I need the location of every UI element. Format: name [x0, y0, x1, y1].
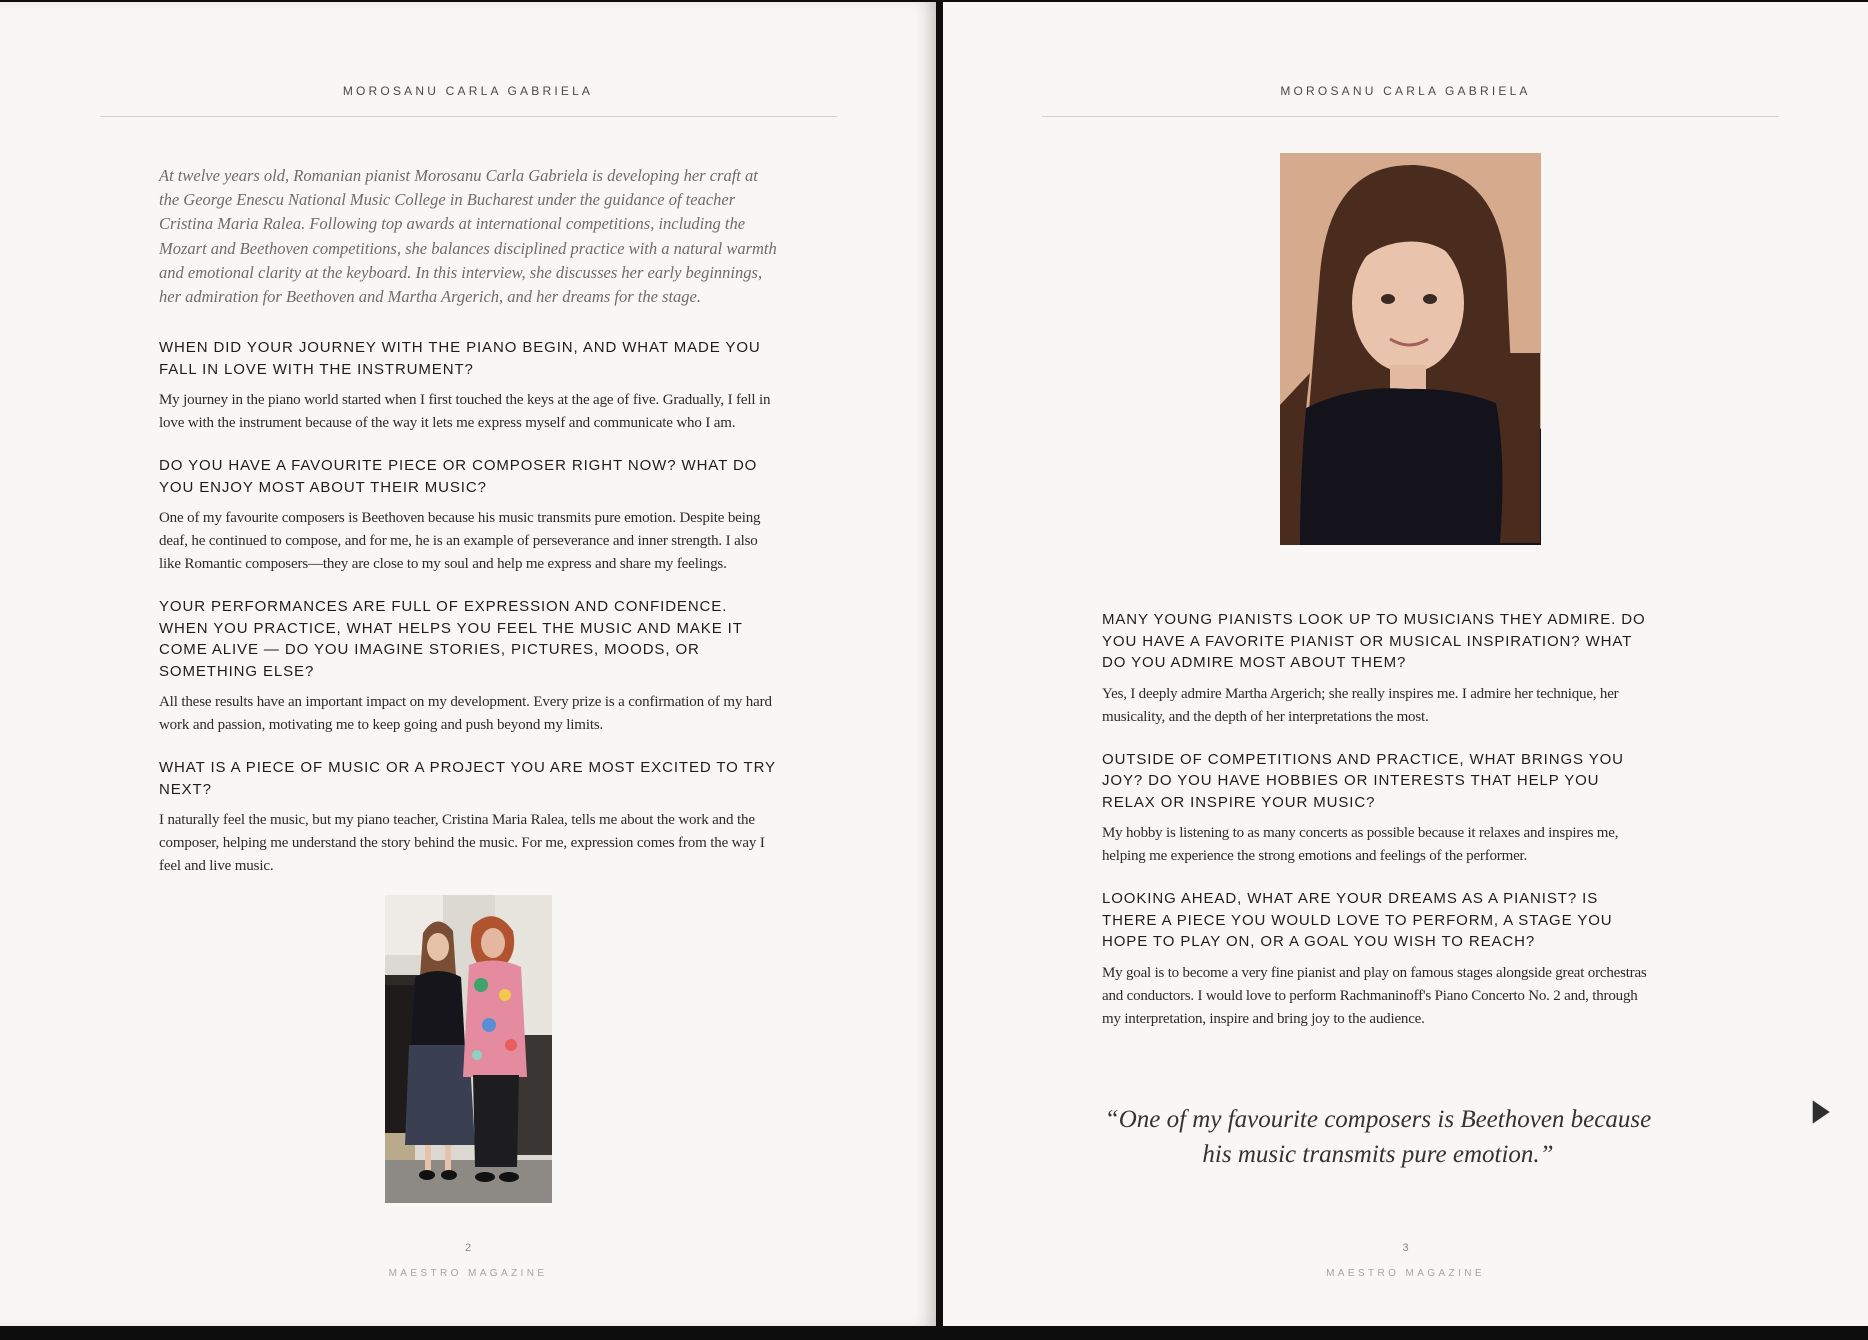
- magazine-footer: MAESTRO MAGAZINE: [1326, 1268, 1485, 1279]
- photo-pianist-with-teacher: [385, 895, 552, 1203]
- qa-question: WHEN DID YOUR JOURNEY WITH THE PIANO BEGIN, AND WHAT MADE YOU FALL IN LOVE WITH THE INSTRUMENT?: [159, 339, 761, 378]
- running-head: MOROSANU CARLA GABRIELA: [342, 84, 594, 98]
- qa-question: WHAT IS A PIECE OF MUSIC OR A PROJECT YOU ARE MOST EXCITED TO TRY NEXT?: [159, 759, 776, 798]
- qa-answer: My journey in the piano world started when I first touched the keys at the age of five. Gradually, I fell in love with the instrument because of the way it lets me express myself and communicate who I am.: [159, 392, 771, 432]
- qa-question: DO YOU HAVE A FAVOURITE PIECE OR COMPOSER RIGHT NOW? WHAT DO YOU ENJOY MOST ABOUT THEIR MUSIC?: [159, 457, 758, 496]
- qa-block: [1102, 888, 1647, 1031]
- play-triangle-icon: [1809, 1097, 1833, 1127]
- article-intro: At twelve years old, Romanian pianist Morosanu Carla Gabriela is developing her craft at the George Enescu National Music College in Bucharest under the guidance of teacher Cristina Maria Ralea. Following top awards at international competitions, including the Mozart and Beethoven competitions, she balances disciplined practice with a natural warmth and emotional clarity at the keyboard. In this interview, she discusses her early beginnings, her admiration for Beethoven and Martha Argerich, and her dreams for the stage.: [159, 166, 777, 307]
- qa-answer: My hobby is listening to as many concerts as possible because it relaxes and inspires me, helping me experience the strong emotions and feelings of the performer.: [1102, 825, 1619, 864]
- qa-question: YOUR PERFORMANCES ARE FULL OF EXPRESSION AND CONFIDENCE. WHEN YOU PRACTICE, WHAT HELPS YOU FEEL THE MUSIC AND MAKE IT COME ALIVE — DO YOU IMAGINE STORIES, PICTURES, MOODS, OR SOMETHING ELSE?: [159, 598, 743, 680]
- page-number: 2: [464, 1242, 472, 1254]
- header-rule: [100, 116, 837, 117]
- header-rule: [1042, 116, 1779, 117]
- qa-block: [1102, 609, 1647, 729]
- qa-answer: One of my favourite composers is Beethoven because his music transmits pure emotion. Despite being deaf, he continued to compose, and for me, he is an example of perseverance and inner strength. I also like Romantic composers—they are close to my soul and help me express and share my feelings.: [159, 510, 761, 573]
- pull-quote: “One of my favourite composers is Beethoven because his music transmits pure emotion.”: [1104, 1106, 1652, 1168]
- qa-block: [159, 337, 781, 435]
- page-2: [0, 2, 936, 1326]
- qa-block: [1102, 749, 1647, 869]
- article-body: [159, 164, 781, 898]
- qa-answer: Yes, I deeply admire Martha Argerich; she really inspires me. I admire her technique, her musicality, and the depth of her interpretations the most.: [1102, 685, 1619, 725]
- qa-question: OUTSIDE OF COMPETITIONS AND PRACTICE, WHAT BRINGS YOU JOY? DO YOU HAVE HOBBIES OR INTERESTS THAT HELP YOU RELAX OR INSPIRE YOUR MUSIC?: [1102, 750, 1624, 811]
- qa-block: [159, 596, 781, 737]
- page-3: [943, 2, 1868, 1326]
- next-page-button[interactable]: [1805, 1094, 1837, 1130]
- photo-portrait: [1280, 153, 1541, 545]
- qa-answer: All these results have an important impact on my development. Every prize is a confirmation of my hard work and passion, motivating me to keep going and push beyond my limits.: [159, 694, 772, 734]
- article-body: [1102, 609, 1647, 1051]
- page-number: 3: [1402, 1242, 1409, 1254]
- running-head: MOROSANU CARLA GABRIELA: [1280, 84, 1531, 98]
- magazine-footer: MAESTRO MAGAZINE: [388, 1268, 548, 1279]
- qa-question: LOOKING AHEAD, WHAT ARE YOUR DREAMS AS A PIANIST? IS THERE A PIECE YOU WOULD LOVE TO PERFORM, A STAGE YOU HOPE TO PLAY ON, OR A GOAL YOU WISH TO REACH?: [1102, 890, 1613, 950]
- spread-gutter: [936, 0, 943, 1340]
- qa-block: [159, 455, 781, 576]
- qa-answer: I naturally feel the music, but my piano teacher, Cristina Maria Ralea, tells me about the work and the composer, helping me understand the story behind the music. For me, expression comes from the way I feel and live music.: [159, 812, 765, 875]
- qa-block: [159, 757, 781, 878]
- qa-question: MANY YOUNG PIANISTS LOOK UP TO MUSICIANS THEY ADMIRE. DO YOU HAVE A FAVORITE PIANIST OR MUSICAL INSPIRATION? WHAT DO YOU ADMIRE MOST ABOUT THEM?: [1102, 611, 1646, 671]
- qa-answer: My goal is to become a very fine pianist and play on famous stages alongside great orchestras and conductors. I would love to perform Rachmaninoff's Piano Concerto No. 2 and, through my interpretation, inspire and bring joy to the audience.: [1102, 964, 1647, 1027]
